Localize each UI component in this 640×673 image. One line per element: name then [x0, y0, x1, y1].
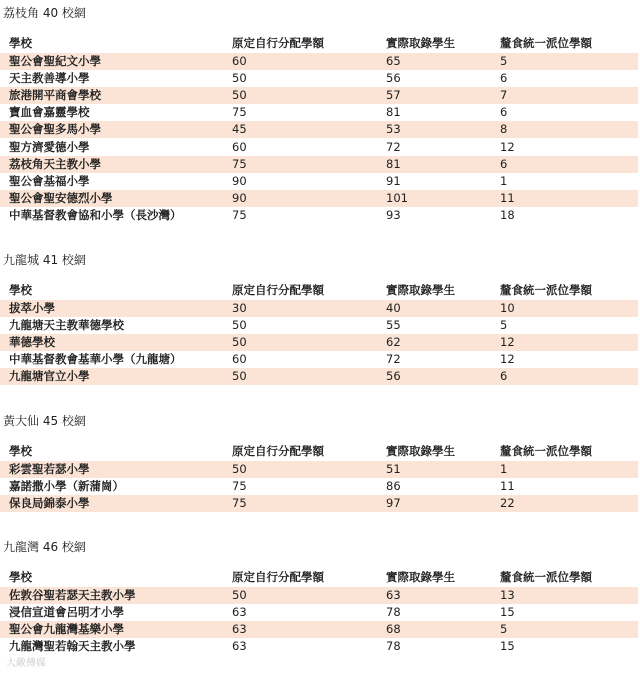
column-header: 原定自行分配學額 — [232, 444, 324, 458]
table-row — [0, 104, 638, 121]
school-name: 寶血會嘉靈學校 — [9, 105, 90, 120]
table-cell: 75 — [232, 156, 247, 171]
table-row — [0, 461, 638, 478]
column-header: 學校 — [9, 570, 32, 584]
table-cell: 91 — [386, 173, 401, 188]
table-row — [0, 139, 638, 156]
school-name: 聖公會九龍灣基樂小學 — [9, 622, 124, 637]
table-cell: 50 — [232, 71, 247, 86]
school-name: 中華基督教會基華小學（九龍塘） — [9, 352, 182, 367]
table-cell: 11 — [500, 479, 515, 494]
table-cell: 75 — [232, 479, 247, 494]
table-cell: 63 — [386, 588, 401, 602]
table-row — [0, 368, 638, 385]
table-cell: 22 — [500, 496, 515, 511]
table-cell: 81 — [386, 156, 401, 171]
table-header — [0, 569, 640, 586]
school-name: 彩雲聖若瑟小學 — [9, 462, 90, 476]
table-cell: 1 — [500, 462, 508, 476]
school-name: 聖公會聖安德烈小學 — [9, 190, 113, 205]
table-cell: 5 — [500, 318, 508, 333]
school-name: 聖公會基福小學 — [9, 173, 90, 188]
table-cell: 78 — [386, 639, 401, 654]
table-cell: 12 — [500, 335, 515, 350]
section-title: 黃大仙 45 校網 — [3, 414, 86, 428]
table-cell: 15 — [500, 605, 515, 620]
school-name: 九龍塘官立小學 — [9, 369, 90, 384]
section-title: 九龍城 41 校網 — [3, 253, 86, 267]
table-cell: 50 — [232, 318, 247, 333]
school-name: 天主教善導小學 — [9, 71, 90, 86]
table-cell: 60 — [232, 54, 247, 68]
column-header: 學校 — [9, 36, 32, 50]
table-row — [0, 300, 638, 317]
table-row — [0, 334, 638, 351]
table-cell: 45 — [232, 122, 247, 137]
table-cell: 15 — [500, 639, 515, 654]
table-cell: 5 — [500, 622, 508, 637]
table-row — [0, 173, 638, 190]
table-cell: 10 — [500, 301, 515, 315]
column-header: 原定自行分配學額 — [232, 36, 324, 50]
table-cell: 75 — [232, 496, 247, 511]
column-header: 實際取錄學生 — [386, 444, 455, 458]
table-row — [0, 351, 638, 368]
table-cell: 57 — [386, 88, 401, 103]
table-row — [0, 638, 638, 655]
table-cell: 60 — [232, 352, 247, 367]
table-cell: 101 — [386, 190, 408, 205]
table-cell: 50 — [232, 369, 247, 384]
table-row — [0, 317, 638, 334]
table-cell: 75 — [232, 207, 247, 222]
column-header: 原定自行分配學額 — [232, 570, 324, 584]
table-cell: 8 — [500, 122, 508, 137]
table-cell: 53 — [386, 122, 401, 137]
column-header: 實際取錄學生 — [386, 36, 455, 50]
table-cell: 78 — [386, 605, 401, 620]
column-header: 釐食統一派位學額 — [500, 283, 592, 297]
school-name: 拔萃小學 — [9, 301, 55, 315]
school-name: 嘉諾撒小學（新蒲崗） — [9, 479, 124, 494]
table-cell: 40 — [386, 301, 401, 315]
school-name: 聖公會聖多馬小學 — [9, 122, 101, 137]
table-cell: 90 — [232, 173, 247, 188]
school-name: 佐敦谷聖若瑟天主教小學 — [9, 588, 136, 602]
table-cell: 5 — [500, 54, 508, 68]
school-name: 華德學校 — [9, 335, 55, 350]
table-cell: 18 — [500, 207, 515, 222]
table-cell: 75 — [232, 105, 247, 120]
table-cell: 56 — [386, 71, 401, 86]
school-name: 九龍塘天主教華德學校 — [9, 318, 124, 333]
column-header: 釐食統一派位學額 — [500, 570, 592, 584]
table-cell: 30 — [232, 301, 247, 315]
school-name: 聖公會聖紀文小學 — [9, 54, 101, 68]
school-name: 九龍灣聖若翰天主教小學 — [9, 639, 136, 654]
table-row — [0, 87, 638, 104]
column-header: 釐食統一派位學額 — [500, 444, 592, 458]
table-row — [0, 70, 638, 87]
column-header: 釐食統一派位學額 — [500, 36, 592, 50]
table-cell: 51 — [386, 462, 401, 476]
school-name: 保良局錦泰小學 — [9, 496, 90, 511]
table-row — [0, 156, 638, 173]
table-cell: 62 — [386, 335, 401, 350]
table-cell: 93 — [386, 207, 401, 222]
school-name: 浸信宣道會呂明才小學 — [9, 605, 124, 620]
column-header: 原定自行分配學額 — [232, 283, 324, 297]
table-row — [0, 621, 638, 638]
table-cell: 63 — [232, 622, 247, 637]
table-cell: 50 — [232, 462, 247, 476]
table-row — [0, 190, 638, 207]
school-name: 荔枝角天主教小學 — [9, 156, 101, 171]
table-cell: 50 — [232, 588, 247, 602]
table-row — [0, 53, 638, 70]
table-cell: 81 — [386, 105, 401, 120]
table-cell: 6 — [500, 156, 508, 171]
table-row — [0, 207, 638, 224]
table-cell: 55 — [386, 318, 401, 333]
section-title: 九龍灣 46 校網 — [3, 540, 86, 554]
table-cell: 63 — [232, 639, 247, 654]
watermark: 大敵傳媒 — [6, 658, 46, 669]
table-header — [0, 35, 640, 52]
table-cell: 72 — [386, 139, 401, 154]
table-row — [0, 587, 638, 604]
table-cell: 56 — [386, 369, 401, 384]
school-name: 聖方濟愛德小學 — [9, 139, 90, 154]
school-name: 旅港開平商會學校 — [9, 88, 101, 103]
table-row — [0, 478, 638, 495]
table-cell: 86 — [386, 479, 401, 494]
table-cell: 12 — [500, 139, 515, 154]
school-name: 中華基督教會協和小學（長沙灣） — [9, 207, 182, 222]
column-header: 實際取錄學生 — [386, 570, 455, 584]
table-cell: 72 — [386, 352, 401, 367]
table-cell: 12 — [500, 352, 515, 367]
column-header: 實際取錄學生 — [386, 283, 455, 297]
column-header: 學校 — [9, 444, 32, 458]
table-cell: 90 — [232, 190, 247, 205]
table-row — [0, 121, 638, 138]
table-cell: 7 — [500, 88, 508, 103]
table-cell: 50 — [232, 335, 247, 350]
table-cell: 97 — [386, 496, 401, 511]
column-header: 學校 — [9, 283, 32, 297]
table-header — [0, 443, 640, 460]
table-cell: 63 — [232, 605, 247, 620]
table-row — [0, 604, 638, 621]
table-cell: 65 — [386, 54, 401, 68]
table-cell: 68 — [386, 622, 401, 637]
table-cell: 11 — [500, 190, 515, 205]
table-header — [0, 282, 640, 299]
table-cell: 6 — [500, 369, 508, 384]
table-cell: 60 — [232, 139, 247, 154]
section-title: 荔枝角 40 校網 — [3, 6, 86, 20]
table-cell: 50 — [232, 88, 247, 103]
table-cell: 6 — [500, 105, 508, 120]
table-row — [0, 495, 638, 512]
table-cell: 1 — [500, 173, 508, 188]
table-cell: 6 — [500, 71, 508, 86]
table-cell: 13 — [500, 588, 515, 602]
